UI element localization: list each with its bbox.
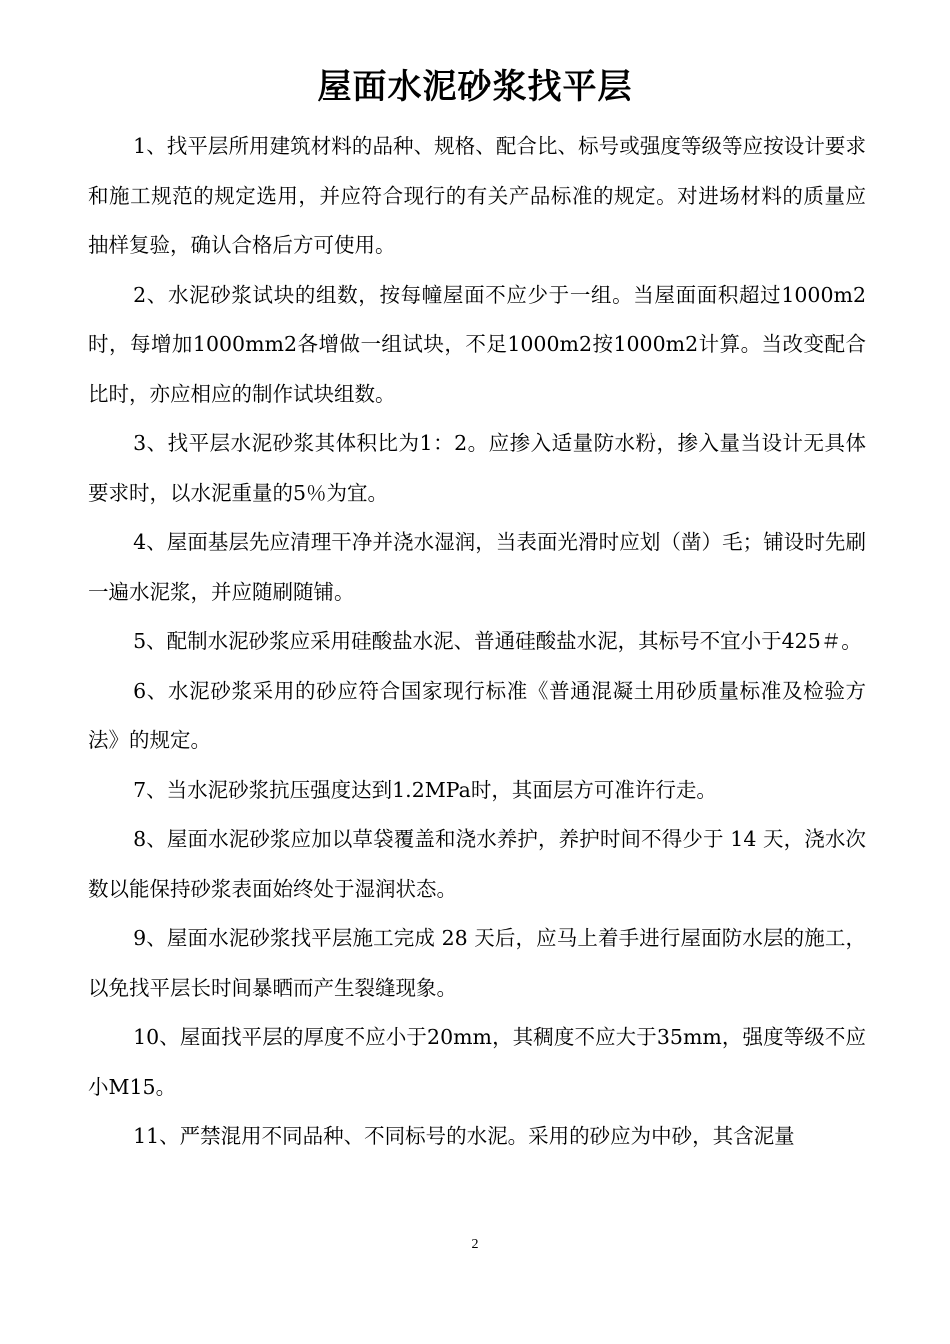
paragraph-3: 3、找平层水泥砂浆其体积比为1：2。应掺入适量防水粉，掺入量当设计无具体要求时，以水泥重量的5％为宜。 <box>88 431 866 505</box>
paragraph-9: 9、屋面水泥砂浆找平层施工完成 28 天后，应马上着手进行屋面防水层的施工，以免找平层长时间暴晒而产生裂缝现象。 <box>88 926 866 1000</box>
paragraph-2: 2、水泥砂浆试块的组数，按每幢屋面不应少于一组。当屋面面积超过1000m2时，每增加1000mm2各增做一组试块，不足1000m2按1000m2计算。当改变配合比时，亦应相应的制作试块组数。 <box>88 282 866 406</box>
paragraph-5: 5、配制水泥砂浆应采用硅酸盐水泥、普通硅酸盐水泥，其标号不宜小于425＃。 <box>133 629 862 653</box>
paragraph-1: 1、找平层所用建筑材料的品种、规格、配合比、标号或强度等级等应按设计要求和施工规范的规定选用，并应符合现行的有关产品标准的规定。对进场材料的质量应抽样复验，确认合格后方可使用。 <box>88 134 866 257</box>
paragraph-11: 11、严禁混用不同品种、不同标号的水泥。采用的砂应为中砂，其含泥量 <box>133 1124 795 1148</box>
page-number: 2 <box>471 1237 479 1252</box>
document-body <box>88 122 866 1162</box>
paragraph-10: 10、屋面找平层的厚度不应小于20mm，其稠度不应大于35mm，强度等级不应小M15。 <box>88 1025 866 1099</box>
paragraph-7: 7、当水泥砂浆抗压强度达到1.2MPa时，其面层方可准许行走。 <box>133 777 717 802</box>
paragraph-4: 4、屋面基层先应清理干净并浇水湿润，当表面光滑时应划（凿）毛；铺设时先刷一遍水泥浆，并应随刷随铺。 <box>88 530 866 604</box>
paragraph-6: 6、水泥砂浆采用的砂应符合国家现行标准《普通混凝土用砂质量标准及检验方法》的规定。 <box>88 678 866 752</box>
document-title: 屋面水泥砂浆找平层 <box>317 67 633 107</box>
paragraph-8: 8、屋面水泥砂浆应加以草袋覆盖和浇水养护，养护时间不得少于 14 天，浇水次数以能保持砂浆表面始终处于湿润状态。 <box>88 827 866 901</box>
